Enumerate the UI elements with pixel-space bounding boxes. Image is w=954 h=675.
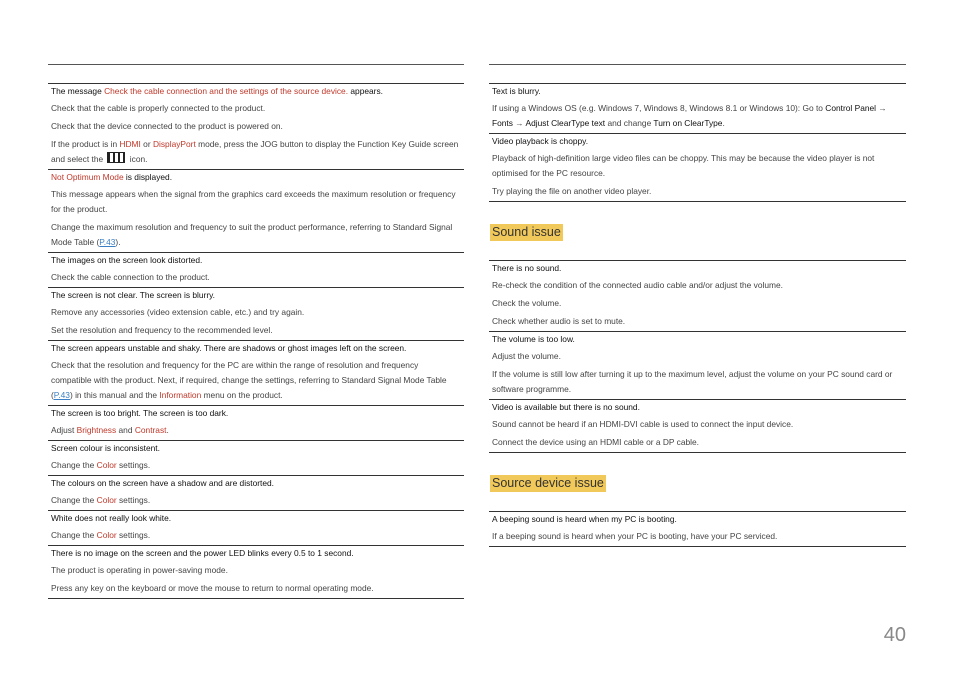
issue-text: Video is available but there is no sound. [492,402,640,412]
page-number: 40 [883,624,906,646]
source-section [489,474,906,547]
issue-text: Not Optimum Mode is displayed. [51,172,173,182]
information-term: Information [159,390,202,400]
issue-entry [48,440,464,475]
top-rule [48,64,464,65]
table-bottom-rule [48,598,464,599]
issue-text: There is no sound. [492,263,562,273]
table-bottom-rule [489,201,906,202]
solution-text: Try playing the file on another video player. [492,186,652,196]
issue-text: The colours on the screen have a shadow and are distorted. [51,478,275,488]
issue-entry [489,511,906,546]
issue-text: The message Check the cable connection and the settings of the source device. appears. [51,86,383,96]
solution-text: If using a Windows OS (e.g. Windows 7, Windows 8, Windows 8.1 or Windows 10): Go to Control Panel → Fonts → Adjust ClearType text and change Turn on ClearType. [492,103,887,128]
solution-text: Connect the device using an HDMI cable or a DP cable. [492,437,700,447]
solution-text: This message appears when the signal from the graphics card exceeds the maximum resolution or frequency for the product. [51,189,456,214]
solution-text: Check the cable connection to the product. [51,272,210,282]
solution-text: Check the volume. [492,298,562,308]
issue-entry [489,133,906,201]
issue-entry [48,545,464,598]
page-link[interactable]: P.43 [99,237,116,247]
issue-entry [48,340,464,405]
issue-entry [489,260,906,331]
issue-text: Screen colour is inconsistent. [51,443,160,453]
sound-section [489,223,906,453]
solution-text: Check that the resolution and frequency for the PC are within the range of resolution and frequency compatible with the product. Next, if required, change the settings, referring to Standard Signal Mode Table (P.43) in this manual and the Information menu on the product. [51,360,447,400]
issue-entry [48,405,464,440]
issue-text: White does not really look white. [51,513,172,523]
section-title: Source device issue [492,476,604,490]
solution-text: Change the Color settings. [51,530,151,540]
solution-text: Playback of high-definition large video files can be choppy. This may be because the video player is not optimised for the PC resource. [492,153,875,178]
solution-text: If the volume is still low after turning it up to the maximum level, adjust the volume on your PC sound card or software programme. [492,369,893,394]
highlighted-message: Check the cable connection and the settings of the source device. [104,86,349,96]
issue-entry [48,83,464,169]
issue-entry [489,83,906,133]
solution-text: Change the Color settings. [51,495,151,505]
solution-text: Change the maximum resolution and frequency to suit the product performance, referring to Standard Signal Mode Table (P.43). [51,222,453,247]
fonts-term: Fonts [492,118,513,128]
issue-entry [48,169,464,252]
page-link[interactable]: P.43 [53,390,70,400]
top-rule [489,64,906,65]
hdmi-term: HDMI [119,139,141,149]
contrast-term: Contrast [134,425,167,435]
color-term: Color [96,460,117,470]
highlighted-message: Not Optimum Mode [51,172,124,182]
solution-text: If a beeping sound is heard when your PC is booting, have your PC serviced. [492,531,778,541]
solution-text: Change the Color settings. [51,460,151,470]
solution-text: Re-check the condition of the connected audio cable and/or adjust the volume. [492,280,783,290]
solution-text: Adjust Brightness and Contrast. [51,425,169,435]
issue-text: There is no image on the screen and the power LED blinks every 0.5 to 1 second. [51,548,354,558]
solution-text: Adjust the volume. [492,351,561,361]
solution-text: Check that the device connected to the product is powered on. [51,121,283,131]
issue-entry [48,510,464,545]
table-bottom-rule [489,546,906,547]
solution-text: The product is operating in power-saving mode. [51,565,228,575]
issue-entry [489,331,906,399]
solution-text: Sound cannot be heard if an HDMI-DVI cable is used to connect the input device. [492,419,794,429]
issue-text: The screen appears unstable and shaky. There are shadows or ghost images left on the screen. [51,343,407,353]
issue-text: The volume is too low. [492,334,575,344]
issue-entry [489,399,906,452]
solution-text: Press any key on the keyboard or move the mouse to return to normal operating mode. [51,583,374,593]
issue-text: Video playback is choppy. [492,136,589,146]
issue-entry [48,475,464,510]
section-title: Sound issue [492,225,561,239]
issue-text: The screen is too bright. The screen is too dark. [51,408,229,418]
color-term: Color [96,495,117,505]
left-column [48,64,464,599]
table-bottom-rule [489,452,906,453]
right-column [489,64,906,547]
solution-text: Remove any accessories (video extension cable, etc.) and try again. [51,307,305,317]
cleartype-term: Adjust ClearType text [525,118,606,128]
brightness-term: Brightness [76,425,117,435]
issue-entry [48,252,464,287]
issue-text: A beeping sound is heard when my PC is booting. [492,514,677,524]
issue-text: Text is blurry. [492,86,541,96]
source-bars-icon [107,152,125,163]
issue-text: The images on the screen look distorted. [51,255,203,265]
solution-text: If the product is in HDMI or DisplayPort mode, press the JOG button to display the Function Key Guide screen and select the icon. [51,139,459,164]
solution-text: Set the resolution and frequency to the recommended level. [51,325,273,335]
issue-text: The screen is not clear. The screen is blurry. [51,290,216,300]
solution-text: Check whether audio is set to mute. [492,316,626,326]
solution-text: Check that the cable is properly connected to the product. [51,103,266,113]
control-panel-term: Control Panel [825,103,877,113]
color-term: Color [96,530,117,540]
issue-entry [48,287,464,340]
displayport-term: DisplayPort [152,139,196,149]
turn-on-cleartype-term: Turn on ClearType [653,118,723,128]
